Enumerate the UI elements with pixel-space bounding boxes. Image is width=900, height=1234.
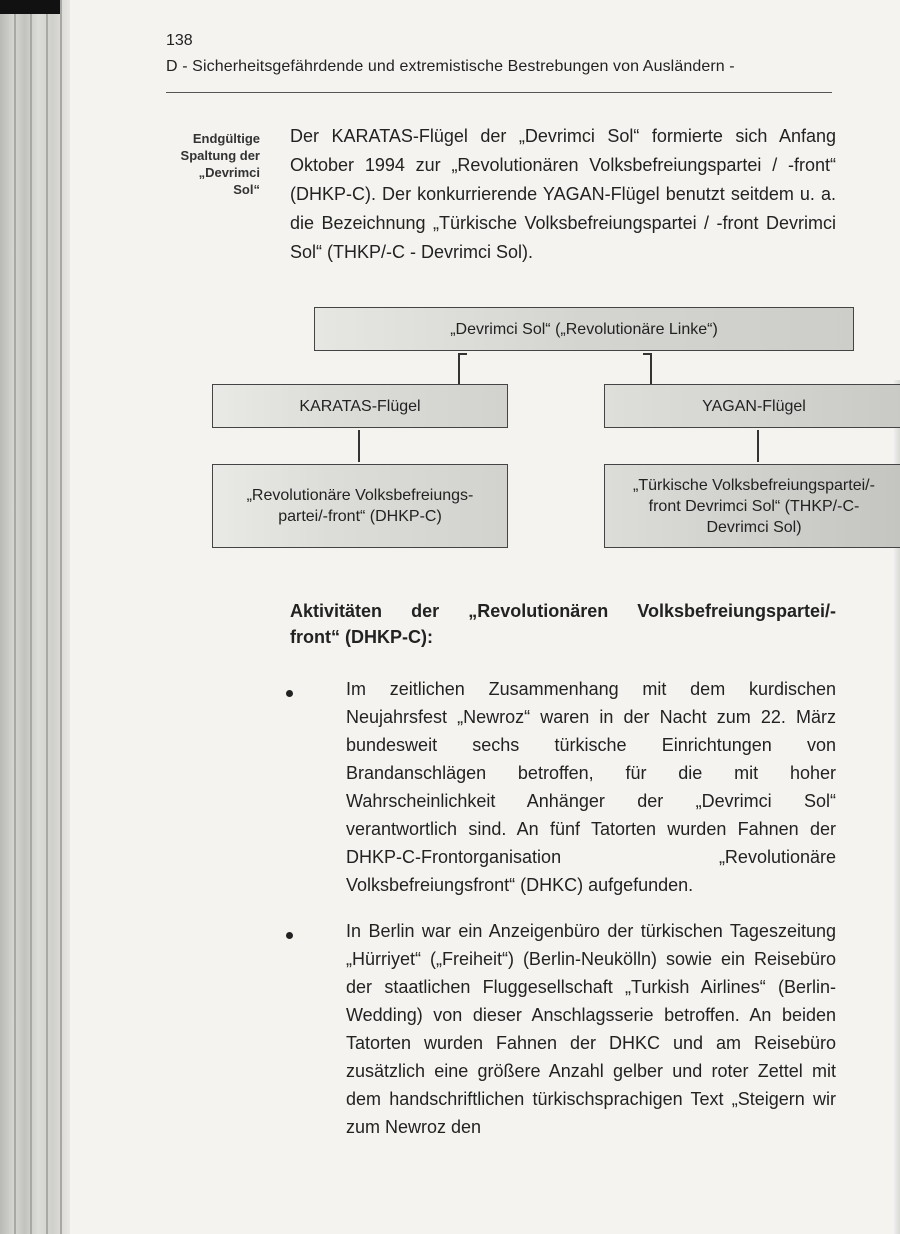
marginal-note-line: Sol“ [233,182,260,197]
marginal-note-line: Endgültige [192,131,260,146]
connector-right-lower [757,430,759,462]
header-rule [166,92,832,93]
page-number: 138 [166,32,193,49]
intro-paragraph: Der KARATAS-Flügel der „Devrimci Sol“ formierte sich Anfang Oktober 1994 zur „Revolutionären Volksbefreiungspartei / -front“ (DHKP-C). Der konkurrierende YAGAN-Flügel benutzt seitdem u. a. die Bezeichnung „Türkische Volksbefreiungspartei / -front Devrimci Sol“ (THKP/-C - Devrimci Sol). [290,126,836,262]
bullet-dot-icon [286,932,293,939]
bullet-paragraph: In Berlin war ein Anzeigenbüro der türkischen Tageszeitung „Hürriyet“ („Freiheit“) (Berlin-Neukölln) sowie ein Reisebüro der staatlichen Fluggesellschaft „Turkish Airlines“ (Berlin-Wedding) von dieser Anschlagsserie betroffen. An beiden Tatorten wurden Fahnen der DHKC und am Reisebüro zusätzlich eine größere Anzahl gelber und roter Zettel mit dem handschriftlichen türkischsprachigen Text „Steigern wir zum Newroz den [346,921,836,1137]
section-heading-line: Aktivitäten der „Revolutionären Volksbefreiungspartei/- [290,601,836,621]
connector-left-vertical [458,353,460,384]
section-heading-line: front“ (DHKP-C): [290,627,433,647]
yagan-wing-box [604,384,900,428]
bullet-dot-icon [286,690,293,697]
connector-left-tick [458,353,467,355]
karatas-wing-label: KARATAS-Flügel [299,397,421,415]
thkp-c-label: „Türkische Volksbefreiungspartei/-front Devrimci Sol“ (THKP/-C-Devrimci Sol) [633,476,875,536]
yagan-wing-label: YAGAN-Flügel [702,397,806,415]
connector-right-vertical [650,353,652,384]
karatas-wing-box [212,384,508,428]
section-heading [290,598,836,650]
bullet-paragraph: Im zeitlichen Zusammenhang mit dem kurdischen Neujahrsfest „Newroz“ waren in der Nacht zum 22. März bundesweit sechs türkische Einrichtungen von Brandanschlägen betroffen, für die mit hoher Wahrscheinlichkeit Anhänger der „Devrimci Sol“ verantwortlich sind. An fünf Tatorten wurden Fahnen der DHKP-C-Frontorganisation „Revolutionäre Volksbefreiungsfront“ (DHKC) aufgefunden. [346,679,836,895]
diagram-root-box [314,307,854,351]
scan-corner-mark [0,0,60,14]
diagram-root-label: „Devrimci Sol“ („Revolutionäre Linke“) [450,320,718,338]
marginal-note-line: Spaltung der [180,148,260,163]
marginal-note [160,130,260,198]
connector-right-tick [643,353,652,355]
connector-left-lower [358,430,360,462]
dhkp-c-box [212,464,508,548]
dhkp-c-label: „Revolutionäre Volksbefreiungs-partei/-front“ (DHKP-C) [246,487,474,525]
marginal-note-line: „Devrimci [198,165,260,180]
running-header: D - Sicherheitsgefährdende und extremistische Bestrebungen von Ausländern - [166,58,735,75]
book-binding-edge [0,0,70,1234]
thkp-c-box [604,464,900,548]
